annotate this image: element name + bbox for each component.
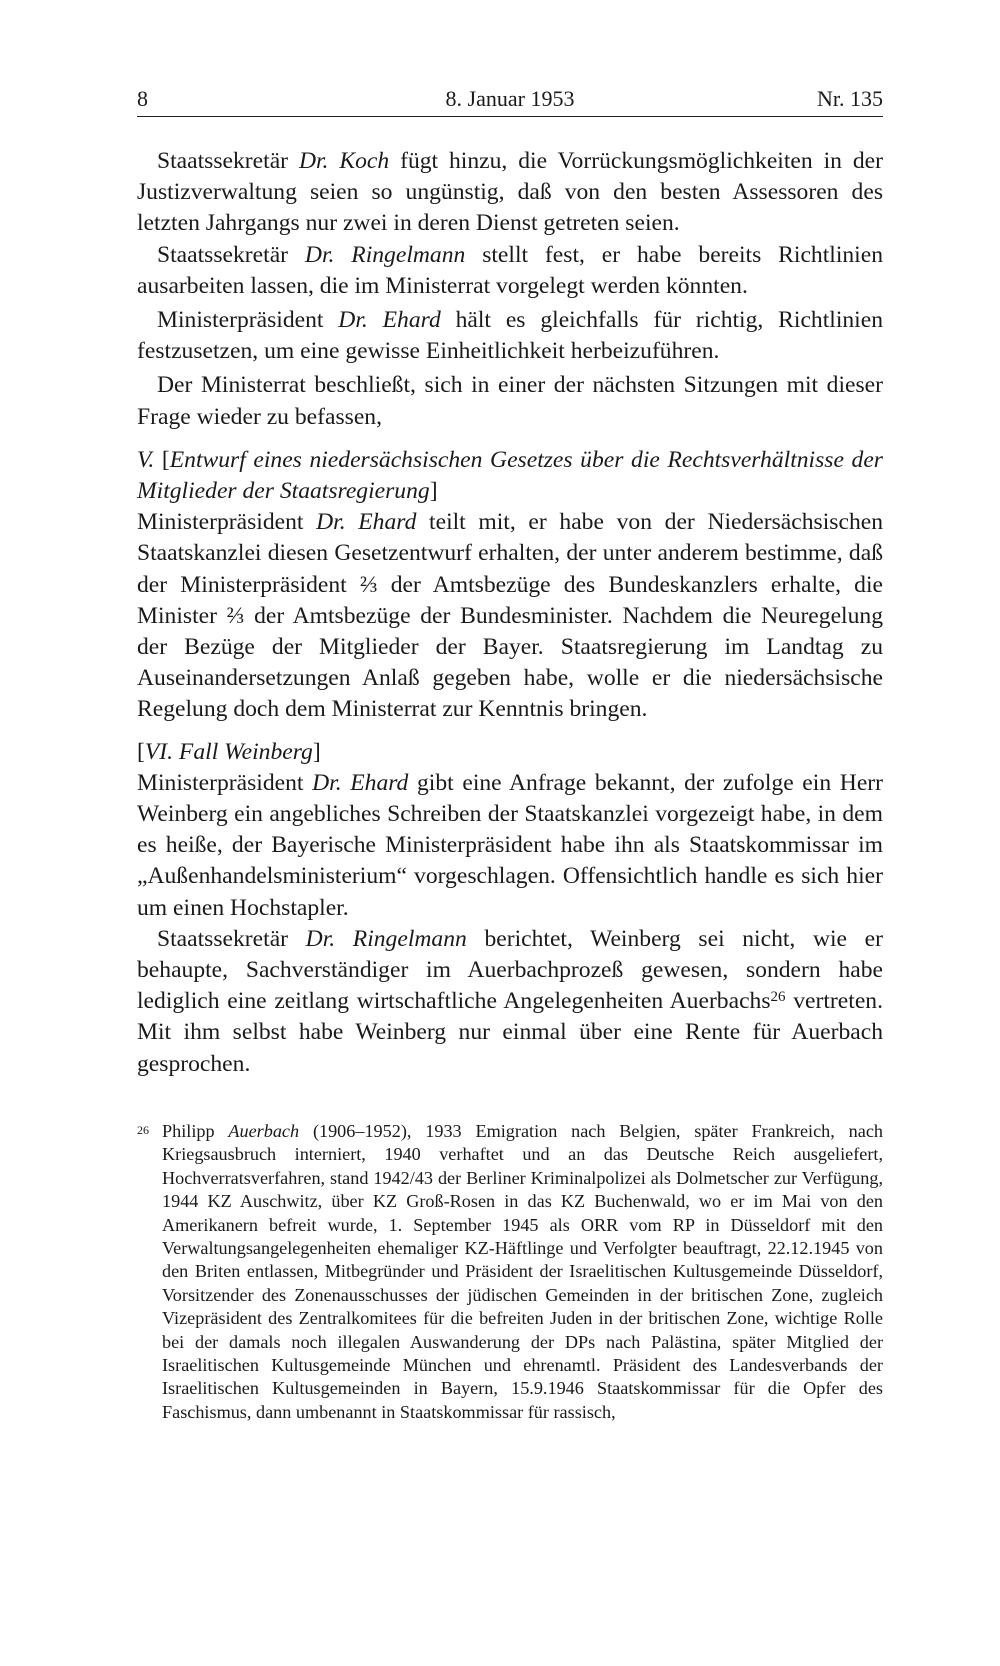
text-span: Staatssekretär [157,925,306,952]
person-name: Dr. Ehard [338,307,441,334]
running-header [137,84,883,117]
person-name: Dr. Ehard [312,769,409,796]
text-span: Ministerpräsident [137,769,313,796]
section-number: V. [137,446,162,473]
paragraph-ehard-guidelines [137,305,883,367]
section-title: Entwurf eines niedersächsischen Gesetzes über die Rechtsverhältnisse der Mitglieder der Staatsregierung [137,446,883,505]
main-text [137,146,883,1080]
person-name: Dr. Ringelmann [304,241,466,268]
section-heading-vi [137,737,883,768]
issue-number: Nr. 135 [817,86,883,111]
text-span: berichtet, Weinberg sei nicht, wie er behaupte, Sachverständiger im Auerbachprozeß gewesen, sondern habe lediglich eine zeitlang wirtschaftliche Angelegenheiten Auerbachs [137,925,883,1015]
text-span: stellt fest, er habe bereits Richtlinien ausarbeiten lassen, die im Ministerrat vorgelegt werden könnten. [137,241,884,299]
text-span: Ministerpräsident [157,307,339,334]
text-span: Staatssekretär [157,241,305,268]
text-span: Staatssekretär [157,148,299,174]
text-span: gibt eine Anfrage bekannt, der zufolge ein Herr Weinberg ein angebliches Schreiben der Staatskanzlei vorgezeigt habe, in dem es heiße, der Bayerische Ministerpräsident habe ihn als Staatskommissar im „Außenhandelsministerium“ vorgeschlagen. Offensichtlich handle es sich hier um einen Hochstapler. [137,769,884,921]
footnote-number: 26 [137,1123,149,1137]
footnote-area [137,1120,883,1424]
text-span: hält es gleichfalls für richtig, Richtlinien festzusetzen, um eine gewisse Einheitlichkeit herbeizuführen. [137,307,883,365]
person-name: Dr. Koch [298,148,390,174]
bracket-open: [ [161,446,170,473]
paragraph-ehard-weinberg [137,768,883,924]
paragraph-ringelmann-guidelines [137,240,883,302]
text-span: (1906–1952), 1933 Emigration nach Belgien, später Frankreich, nach Kriegsausbruch interniert, 1940 verhaftet und an das Deutsche Reich ausgeliefert, Hochverratsverfahren, stand 1942/43 der Berliner Kriminalpolizei als Dolmetscher zur Verfügung, 1944 KZ Auschwitz, über KZ Groß-Rosen in das KZ Buchenwald, wo er im Mai von den Amerikanern befreit wurde, 1. September 1945 als ORR vom RP in Düsseldorf mit den Verwaltungsangelegenheiten ehemaliger KZ-Häftlinge und Verfolgter beauftragt, 22.12.1945 von den Briten entlassen, Mitbegründer und Präsident der Israelitischen Kultusgemeinde Düsseldorf, Vorsitzender des Zonenausschusses der jüdischen Gemeinden in der britischen Zone, zugleich Vizepräsident des Zentralkomitees für die befreiten Juden in der britischen Zone, wichtige Rolle bei der damals noch illegalen Auswanderung der DPs nach Palästina, später Mitglied der Israelitischen Kultusgemeinde München und ehrenamtl. Präsident des Landesverbands der Israelitischen Kultusgemeinden in Bayern, 15.9.1946 Staatskommissar für die Opfer des Faschismus, dann umbenannt in Staatskommissar für rassisch, [162,1121,883,1422]
bracket-close: ] [429,478,438,505]
bracket-open: [ [137,738,145,765]
section-heading-v [137,445,883,507]
section-title: VI. Fall Weinberg [144,738,313,765]
bracket-close: ] [312,738,321,765]
text-span: vertreten. Mit ihm selbst habe Weinberg nur einmal über eine Rente für Auerbach gesprochen. [137,988,883,1077]
paragraph-ehard-draft-law [137,507,883,725]
page-number: 8 [137,86,148,111]
paragraph-resolution: Der Ministerrat beschließt, sich in einer der nächsten Sitzungen mit dieser Frage wieder zu befassen, [137,372,883,430]
person-name: Dr. Ehard [316,509,417,536]
text-span: Ministerpräsident [137,509,317,536]
footnote-26 [137,1120,883,1424]
header-date: 8. Januar 1953 [445,86,575,111]
person-name: Dr. Ringelmann [305,925,467,952]
paragraph-ringelmann-weinberg [137,924,883,1080]
text-span: fügt hinzu, die Vorrückungsmöglichkeiten in der Justizverwaltung seien so ungünstig, daß von den besten Assessoren des letzten Jahrgangs nur zwei in deren Dienst getreten seien. [137,148,883,237]
paragraph-koch [137,146,883,240]
text-span: Philipp [162,1121,229,1141]
text-span: teilt mit, er habe von der Niedersächsischen Staatskanzlei diesen Gesetzentwurf erhalten, der unter anderem bestimme, daß der Ministerpräsident ⅔ der Amtsbezüge des Bundeskanzlers erhalte, die Minister ⅔ der Amtsbezüge der Bundesminister. Nachdem die Neuregelung der Bezüge der Mitglieder der Bayer. Staatsregierung im Landtag zu Auseinandersetzungen Anlaß gegeben habe, wolle er die niedersächsische Regelung doch dem Ministerrat zur Kenntnis bringen. [137,509,884,723]
person-name: Auerbach [228,1121,300,1141]
footnote-reference[interactable]: 26 [770,989,786,1006]
